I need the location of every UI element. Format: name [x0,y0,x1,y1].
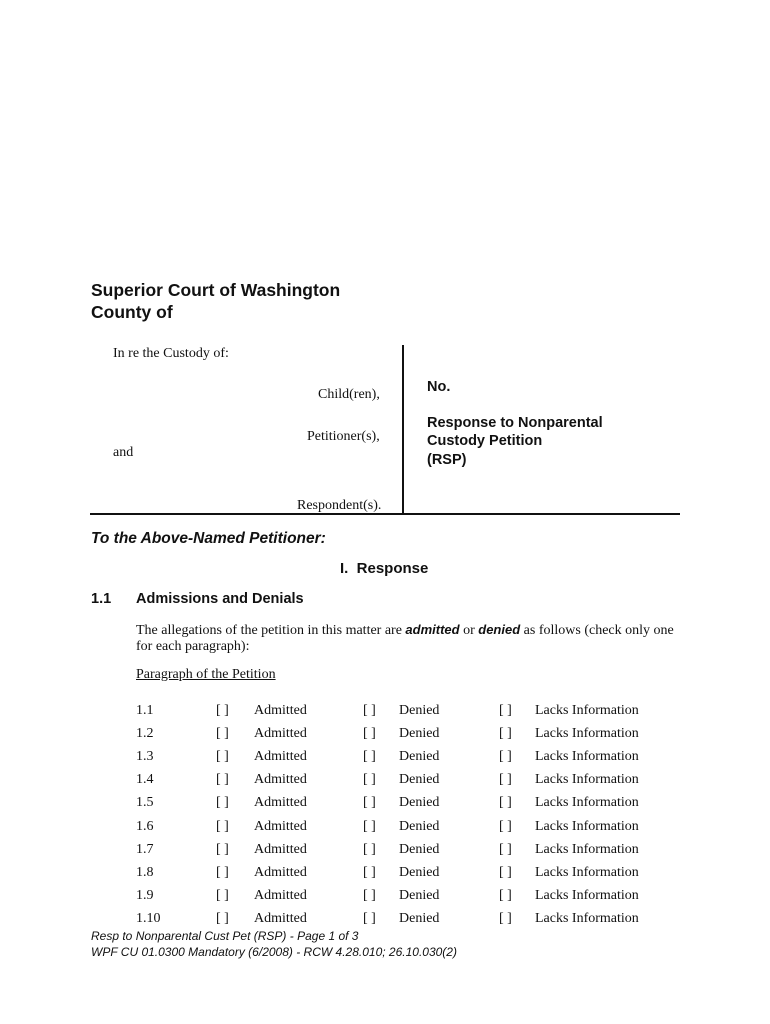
subsection-number: 1.1 [91,591,112,607]
table-row [0,703,770,723]
table-row [0,865,770,885]
addressee: To the Above-Named Petitioner: [91,530,326,547]
lacks-info-label: Lacks Information [535,819,639,834]
lacks-info-checkbox[interactable]: [ ] [499,772,512,787]
admitted-checkbox[interactable]: [ ] [216,819,229,834]
intro-text-part1: The allegations of the petition in this matter are [136,623,406,638]
paragraph-number: 1.6 [136,819,154,834]
table-row [0,772,770,792]
admitted-label: Admitted [254,795,307,810]
denied-label: Denied [399,888,440,903]
paragraph-header: Paragraph of the Petition [136,667,276,682]
admitted-label: Admitted [254,842,307,857]
lacks-info-checkbox[interactable]: [ ] [499,749,512,764]
intro-line2: for each paragraph): [136,639,250,654]
document-title-line3: (RSP) [427,452,467,468]
lacks-info-label: Lacks Information [535,703,639,718]
admitted-label: Admitted [254,819,307,834]
denied-checkbox[interactable]: [ ] [363,772,376,787]
document-title-line2: Custody Petition [427,433,543,449]
admitted-label: Admitted [254,749,307,764]
table-row [0,726,770,746]
subsection-title: Admissions and Denials [136,591,304,607]
admitted-checkbox[interactable]: [ ] [216,842,229,857]
section-heading: I. Response [340,560,429,577]
denied-checkbox[interactable]: [ ] [363,865,376,880]
lacks-info-checkbox[interactable]: [ ] [499,819,512,834]
lacks-info-checkbox[interactable]: [ ] [499,795,512,810]
lacks-info-label: Lacks Information [535,911,639,926]
denied-checkbox[interactable]: [ ] [363,819,376,834]
in-re-label: In re the Custody of: [113,346,229,361]
lacks-info-label: Lacks Information [535,795,639,810]
admitted-label: Admitted [254,911,307,926]
admitted-label: Admitted [254,888,307,903]
denied-label: Denied [399,772,440,787]
admitted-checkbox[interactable]: [ ] [216,726,229,741]
admitted-checkbox[interactable]: [ ] [216,795,229,810]
table-row [0,749,770,769]
lacks-info-checkbox[interactable]: [ ] [499,888,512,903]
admitted-label: Admitted [254,865,307,880]
lacks-info-label: Lacks Information [535,842,639,857]
intro-or: or [459,623,479,638]
lacks-info-checkbox[interactable]: [ ] [499,911,512,926]
table-row [0,911,770,931]
table-row [0,819,770,839]
denied-label: Denied [399,911,440,926]
county-name: County of [91,302,173,322]
admitted-checkbox[interactable]: [ ] [216,888,229,903]
document-title-line1: Response to Nonparental [427,415,603,431]
lacks-info-checkbox[interactable]: [ ] [499,865,512,880]
denied-label: Denied [399,726,440,741]
admitted-label: Admitted [254,703,307,718]
admitted-checkbox[interactable]: [ ] [216,772,229,787]
denied-checkbox[interactable]: [ ] [363,795,376,810]
denied-label: Denied [399,795,440,810]
caption-divider-horizontal [90,513,680,515]
denied-label: Denied [399,865,440,880]
denied-label: Denied [399,842,440,857]
paragraph-number: 1.2 [136,726,154,741]
paragraph-number: 1.9 [136,888,154,903]
admitted-checkbox[interactable]: [ ] [216,865,229,880]
intro-line1 [136,622,674,639]
denied-label: Denied [399,703,440,718]
admitted-label: Admitted [254,726,307,741]
lacks-info-checkbox[interactable]: [ ] [499,726,512,741]
footer-page-info: Resp to Nonparental Cust Pet (RSP) - Page 1 of 3 [91,929,359,943]
intro-text-part2: as follows (check only one [520,623,674,638]
denied-checkbox[interactable]: [ ] [363,749,376,764]
intro-denied: denied [478,622,521,637]
table-row [0,842,770,862]
paragraph-number: 1.10 [136,911,161,926]
admitted-checkbox[interactable]: [ ] [216,911,229,926]
respondents-label: Respondent(s). [297,498,382,513]
lacks-info-checkbox[interactable]: [ ] [499,703,512,718]
footer-form-info: WPF CU 01.0300 Mandatory (6/2008) - RCW 4.28.010; 26.10.030(2) [91,945,457,959]
intro-admitted: admitted [405,622,460,637]
denied-label: Denied [399,819,440,834]
lacks-info-label: Lacks Information [535,726,639,741]
case-number-label: No. [427,379,451,395]
paragraph-number: 1.4 [136,772,154,787]
paragraph-number: 1.5 [136,795,154,810]
petitioners-label: Petitioner(s), [307,429,380,444]
table-row [0,795,770,815]
table-row [0,888,770,908]
lacks-info-checkbox[interactable]: [ ] [499,842,512,857]
paragraph-number: 1.7 [136,842,154,857]
denied-checkbox[interactable]: [ ] [363,888,376,903]
denied-checkbox[interactable]: [ ] [363,726,376,741]
lacks-info-label: Lacks Information [535,749,639,764]
denied-checkbox[interactable]: [ ] [363,911,376,926]
caption-divider-vertical [402,345,404,513]
court-name: Superior Court of Washington [91,280,341,300]
and-label: and [113,445,134,460]
denied-label: Denied [399,749,440,764]
denied-checkbox[interactable]: [ ] [363,703,376,718]
admitted-label: Admitted [254,772,307,787]
lacks-info-label: Lacks Information [535,888,639,903]
admitted-checkbox[interactable]: [ ] [216,749,229,764]
paragraph-number: 1.3 [136,749,154,764]
paragraph-number: 1.8 [136,865,154,880]
lacks-info-label: Lacks Information [535,865,639,880]
paragraph-number: 1.1 [136,703,154,718]
admitted-checkbox[interactable]: [ ] [216,703,229,718]
children-label: Child(ren), [318,387,380,402]
lacks-info-label: Lacks Information [535,772,639,787]
denied-checkbox[interactable]: [ ] [363,842,376,857]
